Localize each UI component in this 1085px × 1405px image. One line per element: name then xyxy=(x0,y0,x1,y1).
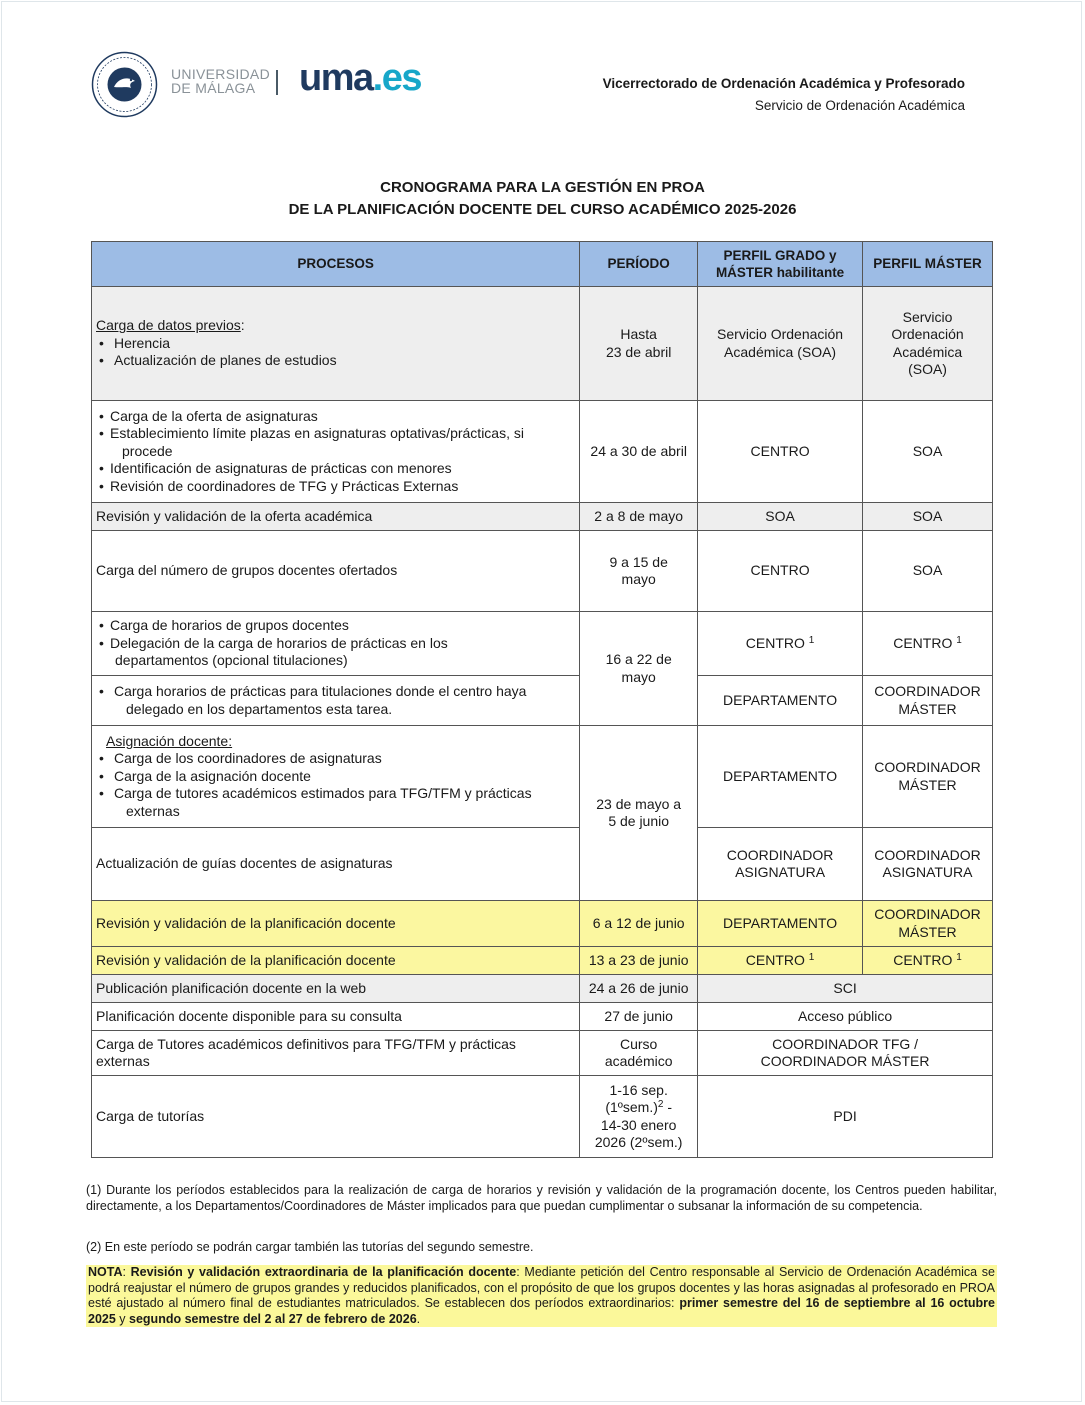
proceso-heading: Asignación docente: xyxy=(106,732,233,749)
list-item: • Carga de tutores académicos estimados para TFG/TFM y prácticas externas xyxy=(96,785,575,820)
schedule-table xyxy=(91,241,993,1158)
perfil-cell: PDI xyxy=(698,1076,993,1158)
table-row xyxy=(92,503,993,531)
periodo-cell: 9 a 15 de mayo xyxy=(580,531,698,612)
proceso-cell: Publicación planificación docente en la web xyxy=(92,975,580,1003)
page-title-line1: CRONOGRAMA PARA LA GESTIÓN EN PROA xyxy=(380,179,705,196)
proceso-list xyxy=(96,683,575,718)
table-header-row xyxy=(92,242,993,287)
proceso-cell: Actualización de guías docentes de asignaturas xyxy=(92,828,580,901)
footnote-1: (1) Durante los períodos establecidos para la realización de carga de horarios y revisión y validación de la programación docente, los Centros pueden habilitar, directamente, a los Departamentos/Coordinadores de Máster implicados para que puedan cumplimentar o subsanar la información de su competencia. xyxy=(86,1183,997,1213)
nota-heading: Revisión y validación extraordinaria de la planificación docente xyxy=(130,1265,517,1279)
nota-box: NOTA: Revisión y validación extraordinaria de la planificación docente: Mediante petición del Centro responsable al Servicio de Ordenación Académica se podrá reajustar el número de grupos grandes y reducidos planificados, con el propósito de que los grupos docentes y las horas asignadas al profesorado en PROA esté ajustado al número final de estudiantes matriculados. Se establecen dos períodos extraordinarios: primer semestre del 16 de septiembre al 16 octubre 2025 y segundo semestre del 2 al 27 de febrero de 2026. xyxy=(88,1265,996,1326)
periodo-cell: 27 de junio xyxy=(580,1003,698,1031)
table-row xyxy=(92,726,993,828)
table-row xyxy=(92,676,993,726)
proceso-cell xyxy=(92,612,580,676)
table-row xyxy=(92,1076,993,1158)
university-name-line1: UNIVERSIDAD xyxy=(171,66,270,82)
perfil-master-cell: COORDINADOR MÁSTER xyxy=(863,901,993,947)
table-row xyxy=(92,287,993,401)
table-row xyxy=(92,947,993,975)
table-row xyxy=(92,828,993,901)
periodo-cell: Hasta 23 de abril xyxy=(580,287,698,401)
proceso-cell: Carga de tutorías xyxy=(92,1076,580,1158)
proceso-cell xyxy=(92,726,580,828)
proceso-cell: Revisión y validación de la planificación docente xyxy=(92,947,580,975)
proceso-list xyxy=(96,617,575,670)
table-row xyxy=(92,612,993,676)
perfil-master-cell: COORDINADOR MÁSTER xyxy=(863,726,993,828)
proceso-heading: Carga de datos previos: xyxy=(96,317,245,334)
vicerrectorado-label: Vicerrectorado de Ordenación Académica y Profesorado xyxy=(602,76,965,91)
list-item: • Carga de la asignación docente xyxy=(96,768,575,786)
page-title-line2: DE LA PLANIFICACIÓN DOCENTE DEL CURSO ACADÉMICO 2025-2026 xyxy=(288,201,797,218)
periodo-cell: 24 a 30 de abril xyxy=(580,401,698,503)
perfil-grado-cell: Servicio Ordenación Académica (SOA) xyxy=(698,287,863,401)
list-item: • Carga de la oferta de asignaturas xyxy=(96,408,575,426)
nota-label: NOTA xyxy=(88,1265,123,1279)
perfil-grado-cell: CENTRO xyxy=(698,531,863,612)
proceso-cell xyxy=(92,401,580,503)
header-perfil-grado: PERFIL GRADO y MÁSTER habilitante xyxy=(698,242,863,287)
perfil-master-cell: SOA xyxy=(863,503,993,531)
list-item: • Establecimiento límite plazas en asignaturas optativas/prácticas, si procede xyxy=(96,425,575,460)
perfil-grado-cell: DEPARTAMENTO xyxy=(698,676,863,726)
perfil-master-cell: CENTRO $^1$ xyxy=(863,612,993,676)
logo-divider xyxy=(276,70,278,95)
perfil-master-cell: SOA xyxy=(863,401,993,503)
header-perfil-master: PERFIL MÁSTER xyxy=(863,242,993,287)
periodo-cell: Curso académico xyxy=(580,1031,698,1076)
periodo-cell: 23 de mayo a 5 de junio xyxy=(580,726,698,901)
proceso-cell xyxy=(92,287,580,401)
proceso-cell xyxy=(92,676,580,726)
nota-period-2: segundo semestre del 2 al 27 de febrero de 2026 xyxy=(129,1311,417,1326)
table-row xyxy=(92,401,993,503)
periodo-cell: 13 a 23 de junio xyxy=(580,947,698,975)
header-procesos: PROCESOS xyxy=(92,242,580,287)
periodo-cell: 2 a 8 de mayo xyxy=(580,503,698,531)
periodo-cell: 1-16 sep. (1ºsem.)$^2$ - 14-30 enero 2026 (2ºsem.) xyxy=(580,1076,698,1158)
perfil-grado-cell: CENTRO $^1$ xyxy=(698,947,863,975)
table-row xyxy=(92,531,993,612)
perfil-master-cell: CENTRO $^1$ xyxy=(863,947,993,975)
perfil-grado-cell: CENTRO $^1$ xyxy=(698,612,863,676)
table-row xyxy=(92,1003,993,1031)
perfil-master-cell: Servicio Ordenación Académica (SOA) xyxy=(863,287,993,401)
perfil-cell: SCI xyxy=(698,975,993,1003)
table-row xyxy=(92,1031,993,1076)
perfil-master-cell: SOA xyxy=(863,531,993,612)
perfil-grado-cell: SOA xyxy=(698,503,863,531)
proceso-cell: Carga del número de grupos docentes ofertados xyxy=(92,531,580,612)
logo-es: .es xyxy=(372,57,421,99)
perfil-cell: COORDINADOR TFG / COORDINADOR MÁSTER xyxy=(698,1031,993,1076)
university-name-line2: DE MÁLAGA xyxy=(171,80,256,96)
proceso-list xyxy=(96,408,575,496)
proceso-cell: Revisión y validación de la oferta académica xyxy=(92,503,580,531)
proceso-cell: Revisión y validación de la planificación docente xyxy=(92,901,580,947)
footnote-2: (2) En este período se podrán cargar también las tutorías del segundo semestre. xyxy=(86,1240,534,1254)
perfil-cell: Acceso público xyxy=(698,1003,993,1031)
list-item: • Delegación de la carga de horarios de prácticas en los departamentos (opcional titulaciones) xyxy=(96,635,575,670)
periodo-cell: 16 a 22 de mayo xyxy=(580,612,698,726)
header-periodo: PERÍODO xyxy=(580,242,698,287)
list-item: • Carga de los coordinadores de asignaturas xyxy=(96,750,575,768)
periodo-cell: 6 a 12 de junio xyxy=(580,901,698,947)
perfil-grado-cell: CENTRO xyxy=(698,401,863,503)
perfil-master-cell: COORDINADOR MÁSTER xyxy=(863,676,993,726)
perfil-master-cell: COORDINADOR ASIGNATURA xyxy=(863,828,993,901)
perfil-grado-cell: DEPARTAMENTO xyxy=(698,726,863,828)
proceso-cell: Carga de Tutores académicos definitivos para TFG/TFM y prácticas externas xyxy=(92,1031,580,1076)
table-row xyxy=(92,901,993,947)
list-item: • Revisión de coordinadores de TFG y Prácticas Externas xyxy=(96,478,575,496)
perfil-grado-cell: DEPARTAMENTO xyxy=(698,901,863,947)
university-seal-icon xyxy=(91,51,158,118)
list-item: • Identificación de asignaturas de prácticas con menores xyxy=(96,460,575,478)
list-item: • Herencia xyxy=(96,335,575,353)
nota-period-1: primer semestre del 16 de septiembre al 16 octubre 2025 xyxy=(88,1296,995,1326)
uma-es-logo xyxy=(299,56,421,100)
perfil-grado-cell: COORDINADOR ASIGNATURA xyxy=(698,828,863,901)
proceso-list xyxy=(96,335,575,370)
logo-uma: uma xyxy=(299,57,373,99)
periodo-cell: 24 a 26 de junio xyxy=(580,975,698,1003)
list-item: • Actualización de planes de estudios xyxy=(96,352,575,370)
list-item: • Carga de horarios de grupos docentes xyxy=(96,617,575,635)
university-name xyxy=(171,67,270,95)
servicio-label: Servicio de Ordenación Académica xyxy=(754,98,965,113)
table-row xyxy=(92,975,993,1003)
proceso-list xyxy=(96,750,575,820)
list-item: • Carga horarios de prácticas para titulaciones donde el centro haya delegado en los departamentos esta tarea. xyxy=(96,683,575,718)
proceso-cell: Planificación docente disponible para su consulta xyxy=(92,1003,580,1031)
